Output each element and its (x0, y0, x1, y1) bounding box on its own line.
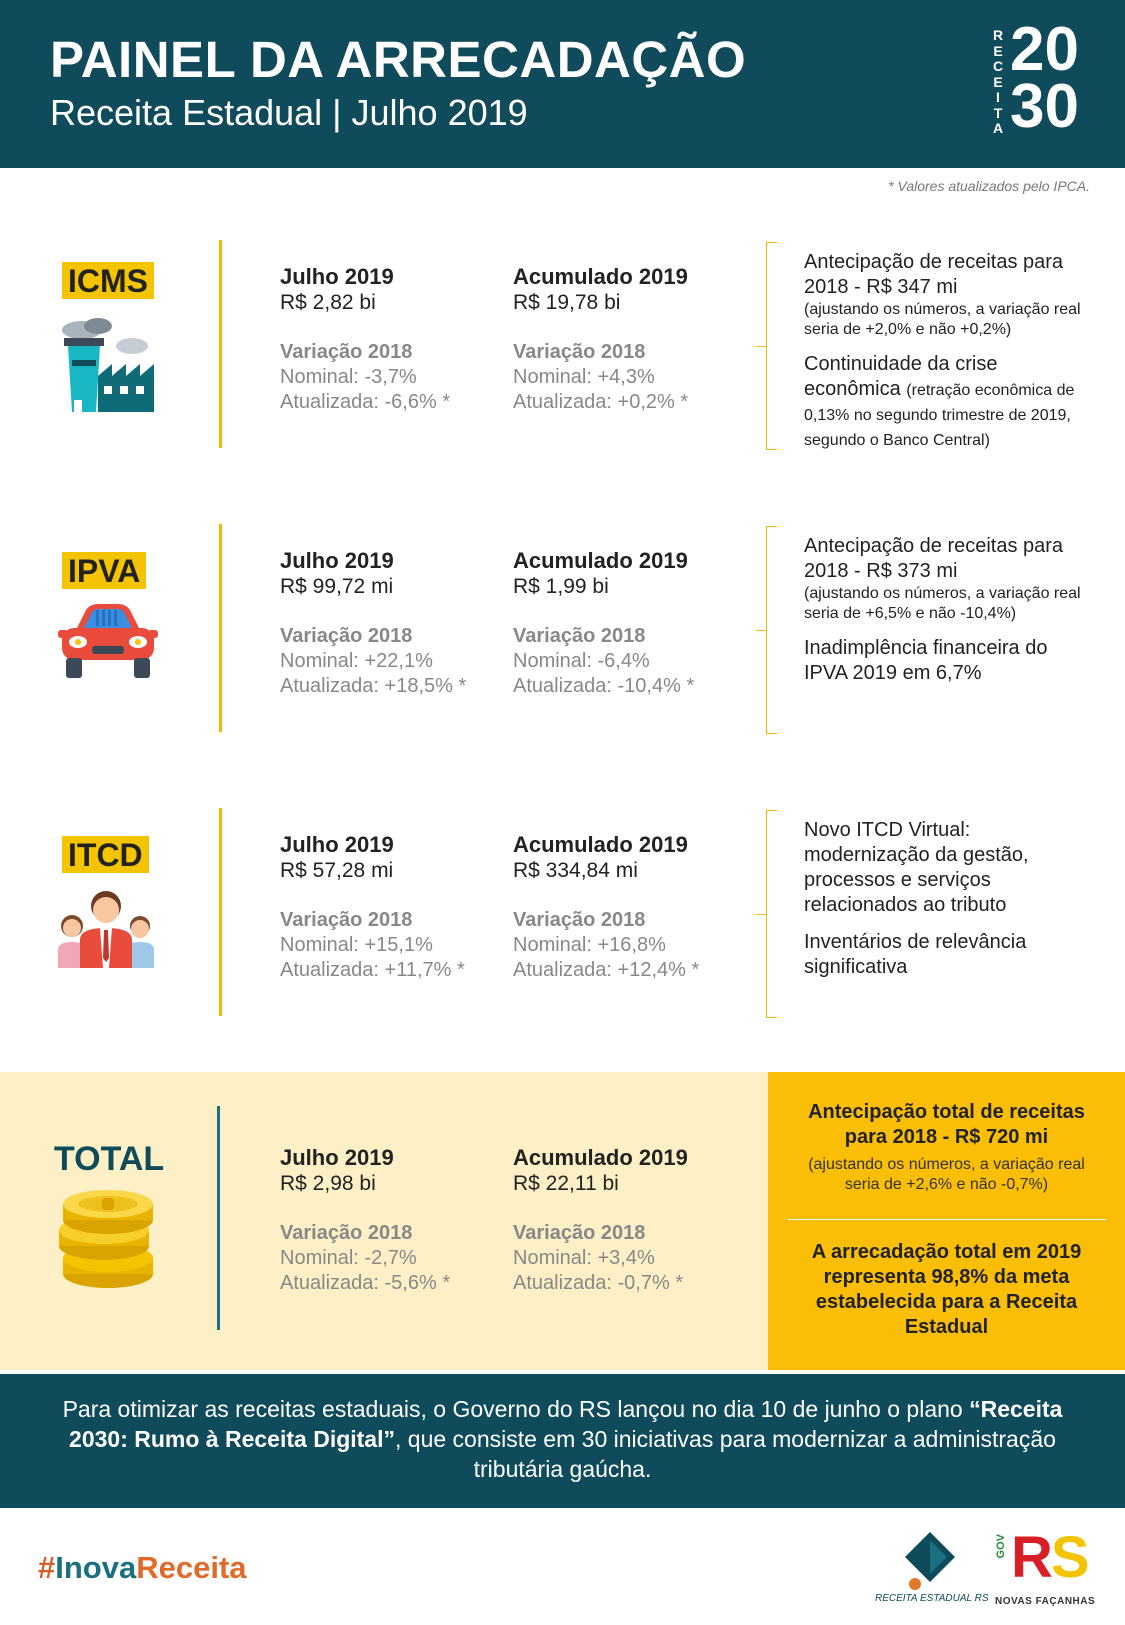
novas-facanhas-text: NOVAS FAÇANHAS (995, 1596, 1096, 1607)
hashtag-inova: Inova (55, 1550, 137, 1585)
total-month-var-heading: Variação 2018 (280, 1222, 413, 1244)
rs-logo-text (1011, 1524, 1088, 1591)
variation-nominal: Nominal: +22,1% (280, 650, 433, 672)
ipca-note: * Valores atualizados pelo IPCA. (888, 178, 1090, 194)
logo-20: 20 (1010, 15, 1079, 84)
notes-bracket-tick (756, 630, 766, 631)
hashtag-inovareceita (38, 1550, 247, 1586)
total-note-anticipation-detail: (ajustando os números, a variação real seria de +2,6% e não -0,7%) (808, 1156, 1085, 1193)
info-band-text-start: Para otimizar as receitas estaduais, o Governo do RS lançou no dia 10 de junho o plano (62, 1396, 970, 1422)
page-title: PAINEL DA ARRECADAÇÃO (50, 31, 747, 88)
total-month-heading: Julho 2019 (280, 1145, 394, 1170)
variation-heading: Variação 2018 (280, 625, 413, 647)
accumulated-column (513, 832, 743, 983)
month-column (280, 832, 510, 983)
variation-nominal: Nominal: -6,4% (513, 650, 650, 672)
section-notes (804, 250, 1094, 452)
column-value: R$ 1,99 bi (513, 575, 609, 598)
variation-heading: Variação 2018 (280, 909, 413, 931)
family-icon (56, 888, 156, 973)
column-value: R$ 2,82 bi (280, 291, 376, 314)
section-divider (219, 240, 222, 448)
notes-bracket-tick (756, 914, 766, 915)
variation-heading: Variação 2018 (513, 625, 646, 647)
variation-updated: Atualizada: +0,2% * (513, 391, 689, 413)
note-primary: Novo ITCD Virtual: modernização da gestão, processos e serviços relacionados ao tributo (804, 819, 1029, 916)
factory-icon (56, 312, 156, 421)
gov-text: GOV (995, 1534, 1007, 1559)
page-subtitle: Receita Estadual | Julho 2019 (50, 92, 528, 133)
note-secondary: Continuidade da crise econômica (retração econômica de 0,13% no segundo trimestre de 2019, segundo o Banco Central) (804, 353, 1075, 449)
note-secondary: Inadimplência financeira do IPVA 2019 em 6,7% (804, 637, 1048, 684)
total-note-anticipation-title: Antecipação total de receitas para 2018 - R$ 720 mi (808, 1101, 1085, 1148)
rs-logo-s: S (1050, 1525, 1088, 1590)
rs-logo-r: R (1011, 1525, 1051, 1590)
section-divider (219, 808, 222, 1016)
total-label: TOTAL (54, 1140, 165, 1178)
total-acc-var-heading: Variação 2018 (513, 1222, 646, 1244)
total-month-nominal: Nominal: -2,7% (280, 1247, 417, 1269)
tax-label: IPVA (62, 552, 146, 589)
note-secondary-detail: (retração econômica de 0,13% no segundo trimestre de 2019, segundo o Banco Central) (804, 382, 1075, 449)
info-band-plan-name: “Receita 2030: Rumo à Receita Digital” (69, 1396, 1063, 1452)
column-value: R$ 99,72 mi (280, 575, 394, 598)
variation-heading: Variação 2018 (280, 341, 413, 363)
total-acc-nominal: Nominal: +3,4% (513, 1247, 655, 1269)
column-heading: Acumulado 2019 (513, 832, 688, 857)
column-value: R$ 57,28 mi (280, 859, 394, 882)
note-secondary: Inventários de relevância significativa (804, 931, 1027, 978)
receita-estadual-rs-logo (875, 1530, 989, 1610)
total-acc-updated: Atualizada: -0,7% * (513, 1272, 684, 1294)
total-note-anticipation (790, 1100, 1103, 1195)
notes-bracket-tick (756, 346, 766, 347)
variation-updated: Atualizada: +12,4% * (513, 959, 700, 981)
section-notes (804, 534, 1094, 686)
total-month-updated: Atualizada: -5,6% * (280, 1272, 451, 1294)
total-note-divider (788, 1219, 1106, 1220)
variation-updated: Atualizada: +18,5% * (280, 675, 467, 697)
hashtag-symbol: # (38, 1550, 56, 1585)
variation-heading: Variação 2018 (513, 909, 646, 931)
total-divider (217, 1106, 220, 1330)
variation-updated: Atualizada: -6,6% * (280, 391, 451, 413)
note-primary: Antecipação de receitas para 2018 - R$ 347 mi (804, 251, 1064, 298)
month-column (280, 548, 510, 699)
logo-30: 30 (1010, 72, 1079, 141)
receita-2030-logo (990, 15, 1095, 142)
accumulated-column (513, 264, 743, 415)
car-icon (56, 600, 160, 687)
accumulated-column (513, 548, 743, 699)
variation-nominal: Nominal: -3,7% (280, 366, 417, 388)
receita-diamond-icon (875, 1530, 985, 1592)
column-heading: Acumulado 2019 (513, 548, 688, 573)
total-month-value: R$ 2,98 bi (280, 1172, 376, 1195)
gov-rs-logo (995, 1525, 1105, 1610)
notes-bracket (766, 810, 777, 1018)
logo-receita-vertical: R E C E I T A (992, 27, 1004, 136)
variation-nominal: Nominal: +16,8% (513, 934, 666, 956)
section-divider (219, 524, 222, 732)
variation-nominal: Nominal: +4,3% (513, 366, 655, 388)
note-primary: Antecipação de receitas para 2018 - R$ 373 mi (804, 535, 1064, 582)
info-band-text (60, 1394, 1065, 1484)
notes-bracket (766, 526, 777, 734)
section-notes (804, 818, 1094, 980)
variation-nominal: Nominal: +15,1% (280, 934, 433, 956)
total-month-column (280, 1145, 510, 1296)
total-note-goal: A arrecadação total em 2019 representa 98,8% da meta estabelecida para a Receita Estadual (811, 1241, 1082, 1338)
total-acc-heading: Acumulado 2019 (513, 1145, 688, 1170)
variation-updated: Atualizada: -10,4% * (513, 675, 695, 697)
note-primary-detail: (ajustando os números, a variação real seria de +6,5% e não -10,4%) (804, 585, 1081, 622)
tax-label: ICMS (62, 262, 154, 299)
variation-updated: Atualizada: +11,7% * (280, 959, 465, 981)
note-primary-detail: (ajustando os números, a variação real seria de +2,0% e não +0,2%) (804, 301, 1081, 338)
column-heading: Julho 2019 (280, 548, 394, 573)
total-acc-column (513, 1145, 743, 1296)
variation-heading: Variação 2018 (513, 341, 646, 363)
column-heading: Julho 2019 (280, 264, 394, 289)
info-band-text-end: , que consiste em 30 iniciativas para modernizar a administração tributária gaúcha. (395, 1426, 1056, 1482)
column-heading: Julho 2019 (280, 832, 394, 857)
column-heading: Acumulado 2019 (513, 264, 688, 289)
column-value: R$ 334,84 mi (513, 859, 638, 882)
notes-bracket (766, 242, 777, 450)
receita-estadual-rs-text: RECEITA ESTADUAL RS (875, 1593, 989, 1604)
tax-label: ITCD (62, 836, 149, 873)
column-value: R$ 19,78 bi (513, 291, 621, 314)
month-column (280, 264, 510, 415)
hashtag-receita: Receita (136, 1550, 247, 1585)
total-acc-value: R$ 22,11 bi (513, 1172, 619, 1195)
coins-icon (56, 1186, 160, 1294)
